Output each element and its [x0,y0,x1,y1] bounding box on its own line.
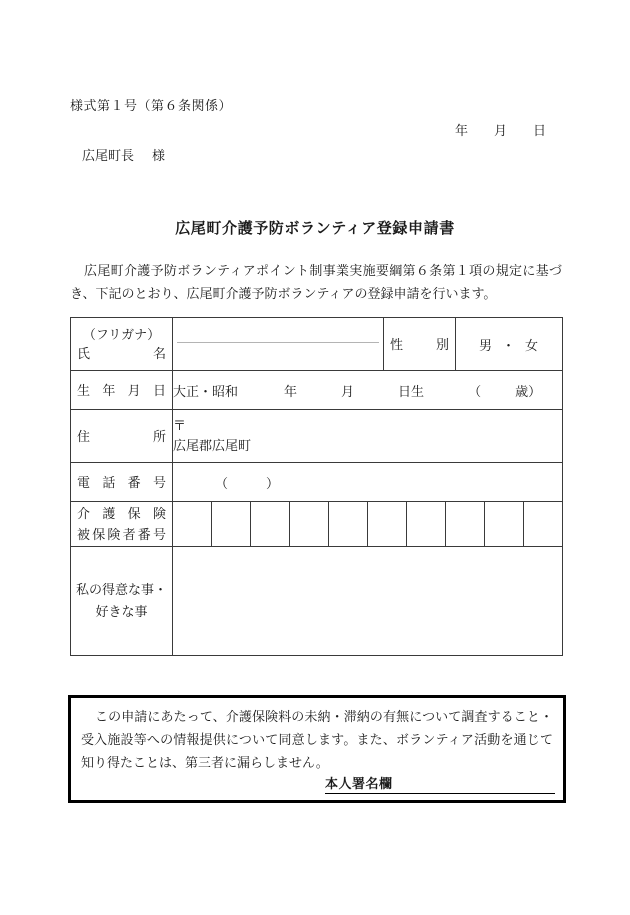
age-unit-label: 歳） [515,383,542,399]
insurance-number-cell-3[interactable] [251,502,290,546]
signature-label: 本人署名欄 [325,773,393,794]
sex-label-cell [384,318,456,371]
signature-row [81,774,555,794]
insurance-number-cell-10[interactable] [523,502,562,546]
addressee [82,145,165,164]
phone-label: 電 話 番 号 [77,474,166,490]
phone-paren-open: （ [215,475,229,491]
sex-option-female[interactable]: 女 [525,337,540,353]
address-input-cell[interactable] [173,410,563,463]
insurance-label-line1: 介 護 保 険 [77,506,166,521]
application-form-table [70,317,563,656]
birth-day-label: 日生 [398,383,425,399]
phone-label-cell [71,463,173,502]
address-prefilled-text: 広尾郡広尾町 [173,438,252,453]
intro-paragraph: 広尾町介護予防ボランティアポイント制事業実施要綱第６条第１項の規定に基づき、下記のとおり、広尾町介護予防ボランティアの登録申請を行います。 [70,263,562,301]
table-row-insurance-number [71,502,563,547]
insurance-number-cell-7[interactable] [406,502,445,546]
furigana-separator-rule [177,342,379,343]
birth-era-options[interactable]: 大正・昭和 [173,383,239,399]
consent-box [68,695,566,803]
insurance-number-cell-2[interactable] [212,502,251,546]
insurance-number-grid [173,502,562,546]
page-title: 広尾町介護予防ボランティア登録申請書 [175,221,455,237]
insurance-number-cell-1[interactable] [173,502,212,546]
consent-text: この申請にあたって、介護保険料の未納・滞納の有無について調査すること・受入施設等への情報提供について同意します。また、ボランティア活動を通じて知り得たことは、第三者に漏らしません。 [81,709,553,770]
skills-label-cell [71,547,173,656]
sex-option-male[interactable]: 男 [478,337,493,353]
form-number: 様式第１号（第６条関係） [70,98,233,113]
postal-code-mark: 〒 [173,418,187,433]
name-label: 氏 名 [77,346,166,361]
birthdate-label-cell [71,371,173,410]
phone-input-cell[interactable] [173,463,563,502]
birthdate-input-cell[interactable] [173,371,563,410]
date-year-label: 年 [455,123,469,138]
birth-month-label: 月 [341,383,355,399]
table-row-address [71,410,563,463]
address-label: 住 所 [77,428,166,444]
sex-label: 性 別 [390,336,449,352]
sex-options-cell[interactable] [456,318,563,371]
age-paren-open: （ [468,383,482,399]
address-label-cell [71,410,173,463]
insurance-number-cell-4[interactable] [290,502,329,546]
insurance-number-cell-5[interactable] [329,502,368,546]
table-row-phone [71,463,563,502]
birthdate-label: 生 年 月 日 [77,382,166,398]
table-row-birthdate [71,371,563,410]
addressee-honorific: 様 [152,148,166,163]
skills-label-line1: 私の得意な事・ [75,582,167,597]
name-input-cell[interactable] [173,318,384,371]
insurance-number-cell-6[interactable] [367,502,406,546]
phone-paren-close: ） [266,475,280,491]
skills-label-line2: 好きな事 [95,604,148,619]
insurance-number-cell [173,502,563,547]
insurance-label-line2: 被保険者番号 [77,527,166,542]
table-row-skills [71,547,563,656]
insurance-number-cell-8[interactable] [445,502,484,546]
date-line [455,120,546,139]
addressee-name: 広尾町長 [82,148,135,163]
skills-input-cell[interactable] [173,547,563,656]
furigana-label: （フリガナ） [82,327,161,342]
name-label-cell [71,318,173,371]
insurance-number-cell-9[interactable] [484,502,523,546]
date-day-label: 日 [533,123,547,138]
insurance-label-cell [71,502,173,547]
table-row-name [71,318,563,371]
insurance-number-grid-row [173,502,562,546]
date-month-label: 月 [494,123,508,138]
birth-year-label: 年 [284,383,298,399]
sex-separator: ・ [501,337,516,353]
